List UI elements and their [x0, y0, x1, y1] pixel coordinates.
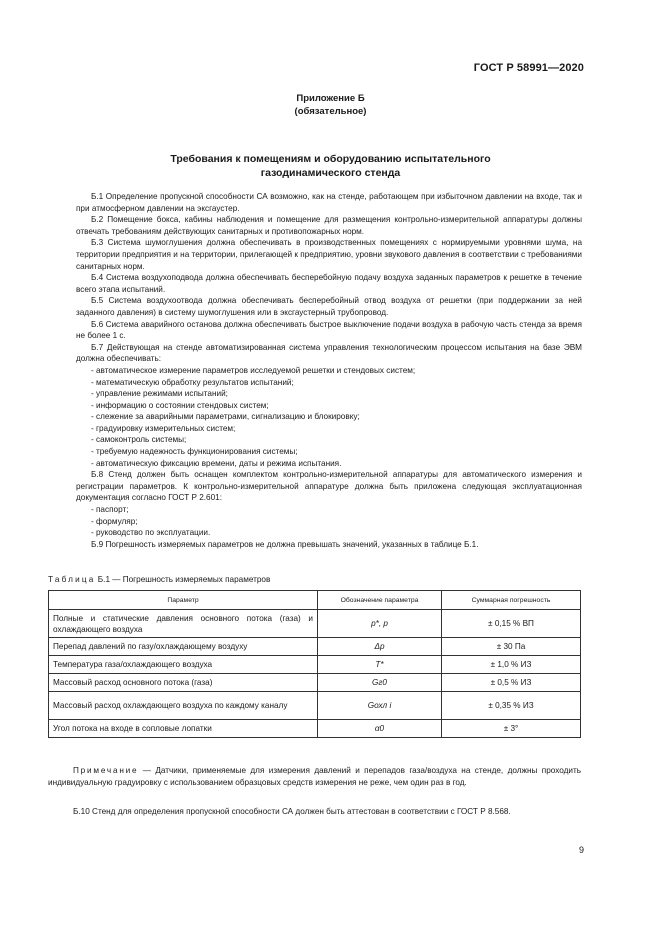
parameters-table: [48, 590, 581, 738]
list-item: - градуировку измерительных систем;: [91, 423, 236, 433]
table-row: [49, 638, 581, 656]
title-line-1: Требования к помещениям и оборудованию испытательного: [170, 153, 491, 165]
cell-error: ± 0,5 % ИЗ: [442, 674, 581, 692]
paragraph-b5: Б.5 Система воздухоотвода должна обеспечивать бесперебойный отвод воздуха от решетки (при поддержании за ней заданного давления) в систему шумоглушения или в эксгаустерный трубопровод.: [76, 296, 582, 317]
list-item: - автоматическую фиксацию времени, даты и режима испытания.: [91, 458, 342, 468]
list-item: - самоконтроль системы;: [91, 435, 187, 445]
header-parameter: Параметр: [49, 591, 318, 610]
list-item: - математическую обработку результатов испытаний;: [91, 377, 294, 387]
table-row: [49, 674, 581, 692]
cell-symbol: α0: [318, 720, 442, 738]
header-error: Суммарная погрешность: [442, 591, 581, 610]
list-item: - паспорт;: [91, 505, 129, 515]
note-text: — Датчики, применяемые для измерения давлений и перепадов газа/воздуха на стенде, должны проходить индивидуальную градуировку с использованием образцовых средств измерения не реже, чем один раз в год.: [48, 766, 581, 787]
cell-symbol: T*: [318, 656, 442, 674]
list-item: - информацию о состоянии стендовых систем;: [91, 400, 269, 410]
table-caption-word: Таблица: [48, 575, 96, 584]
body-text: [76, 191, 582, 550]
paragraph-b2: Б.2 Помещение бокса, кабины наблюдения и помещение для размещения контрольно-измерительной аппаратуры должны отвечать требованиям действующих санитарных и противопожарных норм.: [76, 215, 582, 236]
table-note: [48, 765, 581, 788]
cell-error: ± 30 Па: [442, 638, 581, 656]
appendix-status: (обязательное): [294, 106, 367, 117]
list-item: - автоматическое измерение параметров исследуемой решетки и стендовых систем;: [91, 365, 416, 375]
paragraph-b1: Б.1 Определение пропускной способности СА возможно, как на стенде, работающем при избыточном давлении на входе, так и при атмосферном давлении на эксгаустер.: [76, 192, 582, 213]
table-row: [49, 720, 581, 738]
list-item: - слежение за аварийными параметрами, сигнализацию и блокировку;: [91, 412, 360, 422]
appendix-heading: [0, 92, 661, 118]
cell-parameter: Температура газа/охлаждающего воздуха: [49, 656, 318, 674]
cell-symbol: Δp: [318, 638, 442, 656]
title-line-2: газодинамического стенда: [260, 167, 401, 179]
page-number: 9: [578, 845, 584, 855]
list-item: - управление режимами испытаний;: [91, 389, 228, 399]
appendix-label: Приложение Б: [296, 93, 365, 104]
cell-parameter: Угол потока на входе в сопловые лопатки: [49, 720, 318, 738]
cell-parameter: Перепад давлений по газу/охлаждающему воздуху: [49, 638, 318, 656]
note-label: Примечание: [73, 766, 139, 775]
paragraph-b9: Б.9 Погрешность измеряемых параметров не должна превышать значений, указанных в таблице Б.1.: [91, 539, 479, 549]
paragraph-b8: Б.8 Стенд должен быть оснащен комплектом контрольно-измерительной аппаратуры для автоматического измерения и регистрации параметров. К контрольно-измерительной аппаратуре должна быть приложена следующая эксплуатационная документация согласно ГОСТ Р 2.601:: [76, 470, 582, 503]
list-item: - требуемую надежность функционирования системы;: [91, 447, 298, 457]
paragraph-b7: Б.7 Действующая на стенде автоматизированная система управления технологическим процессом испытания на базе ЭВМ должна обеспечивать:: [76, 342, 582, 364]
table-row: [49, 656, 581, 674]
paragraph-b10: Б.10 Стенд для определения пропускной способности СА должен быть аттестован в соответствии с ГОСТ Р 8.568.: [73, 807, 511, 816]
cell-error: ± 0,35 % ИЗ: [442, 692, 581, 720]
document-code: ГОСТ Р 58991—2020: [473, 62, 584, 74]
header-symbol: Обозначение параметра: [318, 591, 442, 610]
cell-parameter: Полные и статические давления основного потока (газа) и охлаждающего воздуха: [49, 610, 318, 638]
table-row: [49, 610, 581, 638]
cell-symbol: Gг0: [318, 674, 442, 692]
table-header-row: [49, 591, 581, 610]
cell-parameter: Массовый расход основного потока (газа): [49, 674, 318, 692]
cell-error: ± 3°: [442, 720, 581, 738]
cell-error: ± 1,0 % ИЗ: [442, 656, 581, 674]
cell-symbol: Gохл i: [318, 692, 442, 720]
cell-symbol: p*, p: [318, 610, 442, 638]
table-caption: [48, 575, 270, 584]
paragraph-b6: Б.6 Система аварийного останова должна обеспечивать быстрое выключение подачи воздуха в рабочую часть стенда за время не более 1 с.: [76, 319, 582, 341]
paragraph-b4: Б.4 Система воздухоподвода должна обеспечивать бесперебойную подачу воздуха заданных параметров к решетке в течение всего этапа испытаний.: [76, 273, 582, 294]
paragraph-b3: Б.3 Система шумоглушения должна обеспечивать в производственных помещениях с нормируемыми уровнями шума, на территории предприятия и на территории, прилегающей к предприятию, уровни звукового давления в соответствии с требованиями санитарных норм.: [76, 238, 582, 271]
section-title: [0, 152, 661, 180]
list-item: - руководство по эксплуатации.: [91, 528, 211, 538]
table-caption-text: Б.1 — Погрешность измеряемых параметров: [95, 575, 271, 584]
cell-parameter: Массовый расход охлаждающего воздуха по каждому каналу: [49, 692, 318, 720]
cell-error: ± 0,15 % ВП: [442, 610, 581, 638]
list-item: - формуляр;: [91, 516, 138, 526]
table-row: [49, 692, 581, 720]
